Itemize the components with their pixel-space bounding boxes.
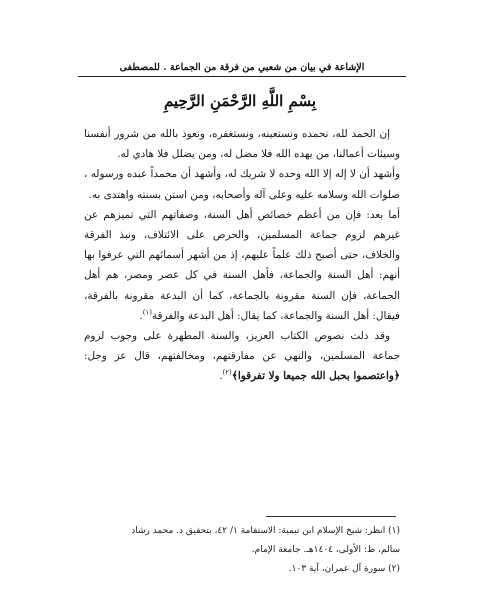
basmala-heading: بِسْمِ اللَّهِ الرَّحْمَنِ الرَّحِيمِ bbox=[163, 92, 317, 110]
footnotes bbox=[84, 522, 400, 579]
footnote-ref[interactable]: (٢) bbox=[222, 368, 232, 377]
footnote-ref[interactable]: (١) bbox=[142, 308, 152, 317]
footnote-line: (٢) سورة آل عمران، آية ١٠٣. bbox=[288, 564, 400, 574]
footnote-line: (١) انظر: شيخ الإسلام ابن تيمية: الاستقامة ١/ ٤٢، بتحقيق د. محمد رشاد bbox=[131, 526, 400, 536]
running-header: الإشاعة في بيان من شعبي من فرقة من الجماعة . للمصطفى bbox=[119, 62, 365, 73]
main-text bbox=[84, 124, 400, 387]
quran-verse: ﴿واعتصموا بحبل الله جميعا ولا تفرقوا﴾ bbox=[231, 370, 400, 383]
paragraph: وأشهد أن لا إله إلا الله وحده لا شريك له، وأشهد أن محمداً عبده ورسوله ، صلوات الله وسلامه عليه وعلى آله وأصحابه، ومن استن بسنته واهتدى به. bbox=[84, 168, 400, 201]
footnote-divider bbox=[266, 516, 396, 517]
paragraph: إن الحمد لله، نحمده ونستعينه، ونستغفره، ونعوذ بالله من شرور أنفسنا وسيئات أعمالنا، من يهده الله فلا مضل له، ومن يضلل فلا هادي له. bbox=[84, 128, 400, 161]
paragraph: أما بعد: فإن من أعظم خصائص أهل السنة، وصفاتهم التي تميزهم عن غيرهم لزوم جماعة المسلمين، والحرص على الائتلاف، ونبذ الفرقة والخلاف، حتى أصبح ذلك علماً عليهم، إذ من أشهر أسمائهم التي عرفوا بها أنهم: أهل السنة والجماعة، فأهل السنة في كل عصر ومصر، هم أهل الجماعة، فإن السنة مقرونة بالجماعة، كما أن البدعة مقرونة بالفرقة، فيقال: أهل السنة والجماعة، كما يقال: أهل البدعة والفرقة$^{(١)}$. bbox=[84, 208, 400, 322]
footnote-line: سالم، ط: الأولى، ١٤٠٤هـ. جامعة الإمام. bbox=[251, 545, 400, 555]
paragraph: وقد دلت نصوص الكتاب العزيز، والسنة المطهرة على وجوب لزوم جماعة المسلمين، والنهي عن مفارقتهم، ومخالفتهم، قال عز وجل: ﴿واعتصموا بحبل الله جميعا ولا تفرقوا﴾$^{(٢)}$. bbox=[84, 330, 400, 383]
header-divider bbox=[78, 76, 406, 77]
